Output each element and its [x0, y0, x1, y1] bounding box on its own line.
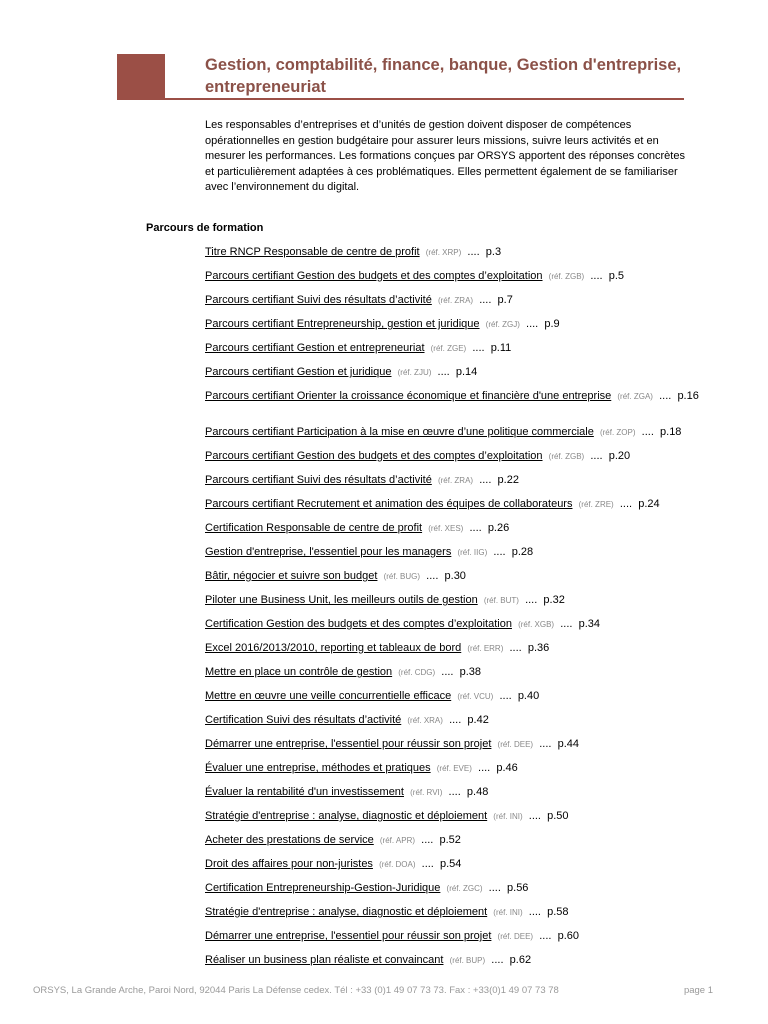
- course-reference: (réf. BUP): [449, 956, 486, 965]
- leader-dots: ....: [659, 390, 672, 402]
- course-list-item: [205, 318, 715, 342]
- leader-dots: ....: [499, 690, 512, 702]
- course-page-number: p.38: [459, 666, 482, 678]
- course-entry: [205, 366, 477, 379]
- course-reference: (réf. ERR): [467, 644, 504, 653]
- course-page-number: p.24: [638, 498, 660, 510]
- course-page-number: p.20: [608, 450, 631, 462]
- course-list-item: [205, 714, 715, 738]
- leader-dots: ....: [449, 714, 462, 726]
- course-link[interactable]: Bâtir, négocier et suivre son budget: [205, 570, 378, 582]
- course-list-item: [205, 738, 715, 762]
- course-link[interactable]: Évaluer la rentabilité d'un investissement: [205, 786, 404, 798]
- course-page-number: p.60: [557, 930, 579, 942]
- course-list-item: [205, 666, 715, 690]
- leader-dots: ....: [493, 546, 506, 558]
- course-reference: (réf. BUT): [483, 596, 519, 605]
- leader-dots: ....: [619, 498, 633, 510]
- course-page-number: p.3: [485, 246, 502, 258]
- course-entry: [205, 570, 466, 583]
- course-link[interactable]: Parcours certifiant Gestion des budgets et des comptes d’exploitation: [205, 270, 543, 282]
- course-list-item: [205, 594, 715, 618]
- course-page-number: p.14: [455, 366, 478, 378]
- footer-address: ORSYS, La Grande Arche, Paroi Nord, 92044 Paris La Défense cedex. Tél : +33 (0)1 49 07 73 73. Fax : +33(0)1 49 07 73 78: [33, 985, 559, 996]
- course-reference: (réf. RVI): [410, 788, 443, 797]
- course-page-number: p.36: [527, 642, 550, 654]
- course-link[interactable]: Acheter des prestations de service: [205, 834, 374, 846]
- course-entry: [205, 858, 461, 871]
- course-page-number: p.30: [444, 570, 466, 582]
- course-link[interactable]: Droit des affaires pour non-juristes: [205, 858, 373, 870]
- course-entry: [205, 342, 511, 355]
- course-page-number: p.11: [490, 342, 512, 354]
- course-page-number: p.40: [517, 690, 540, 702]
- course-list-item: [205, 618, 715, 642]
- course-reference: (réf. XGB): [518, 620, 555, 629]
- course-reference: (réf. XRA): [407, 716, 443, 725]
- course-entry: [205, 642, 549, 655]
- leader-dots: ....: [467, 246, 480, 258]
- course-link[interactable]: Parcours certifiant Suivi des résultats d’activité: [205, 294, 432, 306]
- course-page-number: p.42: [467, 714, 489, 726]
- course-entry: [205, 426, 681, 439]
- course-link[interactable]: Titre RNCP Responsable de centre de profit: [205, 246, 420, 258]
- course-reference: (réf. XRP): [425, 248, 462, 257]
- course-link[interactable]: Excel 2016/2013/2010, reporting et tableaux de bord: [205, 642, 462, 654]
- course-entry: [205, 906, 569, 919]
- course-page-number: p.48: [466, 786, 489, 798]
- course-page-number: p.5: [608, 270, 624, 282]
- course-entry: [205, 714, 489, 727]
- course-entry: [205, 546, 533, 559]
- course-list-item: [205, 390, 715, 426]
- course-entry: [205, 270, 624, 283]
- course-list-item: [205, 246, 715, 270]
- course-reference: (réf. ZGB): [548, 272, 585, 281]
- course-reference: (réf. DEE): [497, 932, 534, 941]
- leader-dots: ....: [525, 594, 538, 606]
- course-list-item: [205, 954, 715, 978]
- course-page-number: p.22: [497, 474, 519, 486]
- course-entry: [205, 450, 630, 463]
- course-entry: [205, 762, 518, 775]
- course-page-number: p.9: [544, 318, 560, 330]
- course-list-item: [205, 882, 715, 906]
- course-entry: [205, 882, 528, 895]
- course-page-number: p.52: [439, 834, 461, 846]
- course-list-item: [205, 450, 715, 474]
- course-link[interactable]: Démarrer une entreprise, l'essentiel pour réussir son projet: [205, 738, 492, 750]
- leader-dots: ....: [590, 270, 603, 282]
- course-list-item: [205, 270, 715, 294]
- course-entry: [205, 810, 569, 823]
- course-list-item: [205, 426, 715, 450]
- course-entry: [205, 522, 509, 535]
- leader-dots: ....: [472, 342, 485, 354]
- course-page-number: p.50: [547, 810, 569, 822]
- leader-dots: ....: [478, 762, 491, 774]
- course-link[interactable]: Démarrer une entreprise, l'essentiel pour réussir son projet: [205, 930, 492, 942]
- course-reference: (réf. ZGB): [548, 452, 585, 461]
- leader-dots: ....: [426, 570, 439, 582]
- course-entry: [205, 246, 501, 259]
- course-entry: [205, 666, 481, 679]
- course-list: [205, 246, 715, 978]
- course-page-number: p.62: [509, 954, 532, 966]
- course-entry: [205, 618, 600, 631]
- course-link[interactable]: Évaluer une entreprise, méthodes et pratiques: [205, 762, 431, 774]
- course-link[interactable]: Parcours certifiant Gestion et entrepreneuriat: [205, 342, 425, 354]
- course-link[interactable]: Gestion d'entreprise, l'essentiel pour les managers: [205, 546, 452, 558]
- course-reference: (réf. ZGC): [446, 884, 483, 893]
- course-list-item: [205, 858, 715, 882]
- section-title: Parcours de formation: [146, 222, 264, 234]
- leader-dots: ....: [509, 642, 522, 654]
- leader-dots: ....: [491, 954, 504, 966]
- course-reference: (réf. ZRE): [578, 500, 614, 509]
- course-reference: (réf. ZGE): [430, 344, 467, 353]
- course-entry: [205, 786, 488, 799]
- course-link[interactable]: Parcours certifiant Suivi des résultats d’activité: [205, 474, 432, 486]
- course-list-item: [205, 522, 715, 546]
- course-page-number: p.46: [496, 762, 518, 774]
- course-link[interactable]: Certification Responsable de centre de profit: [205, 522, 423, 534]
- course-entry: [205, 474, 519, 487]
- course-entry: [205, 690, 539, 703]
- course-link[interactable]: Parcours certifiant Entrepreneurship, gestion et juridique: [205, 318, 480, 330]
- course-page-number: p.54: [440, 858, 462, 870]
- intro-paragraph: Les responsables d’entreprises et d’unités de gestion doivent disposer de compétences opérationnelles en gestion budgétaire pour assurer leurs missions, suivre leurs activités et en mesurer les performances. Les formations conçues par ORSYS apportent des réponses concrètes et particulièrement adaptées à ces problématiques. Elles permettent également de se familiariser avec l’environnement du digital.: [205, 119, 685, 193]
- course-reference: (réf. INI): [493, 812, 523, 821]
- leader-dots: ....: [421, 834, 434, 846]
- course-link[interactable]: Parcours certifiant Recrutement et animation des équipes de collaborateurs: [205, 498, 573, 510]
- course-reference: (réf. CDG): [398, 668, 436, 677]
- course-entry: [205, 294, 513, 307]
- course-list-item: [205, 642, 715, 666]
- course-link[interactable]: Certification Gestion des budgets et des comptes d’exploitation: [205, 618, 512, 630]
- leader-dots: ....: [479, 294, 492, 306]
- course-page-number: p.26: [487, 522, 510, 534]
- course-page-number: p.28: [511, 546, 534, 558]
- course-page-number: p.56: [507, 882, 529, 894]
- course-reference: (réf. DOA): [379, 860, 416, 869]
- course-reference: (réf. ZRA): [437, 476, 474, 485]
- leader-dots: ....: [479, 474, 492, 486]
- course-list-item: [205, 546, 715, 570]
- course-entry: [205, 318, 560, 331]
- course-reference: (réf. BUG): [383, 572, 421, 581]
- course-link[interactable]: Parcours certifiant Gestion des budgets et des comptes d’exploitation: [205, 450, 543, 462]
- course-reference: (réf. EVE): [436, 764, 472, 773]
- course-reference: (réf. ZGJ): [485, 320, 520, 329]
- course-link[interactable]: Certification Entrepreneurship-Gestion-Juridique: [205, 882, 441, 894]
- leader-dots: ....: [448, 786, 461, 798]
- leader-dots: ....: [641, 426, 654, 438]
- leader-dots: ....: [488, 882, 501, 894]
- course-link[interactable]: Réaliser un business plan réaliste et convaincant: [205, 954, 444, 966]
- course-reference: (réf. ZOP): [599, 428, 636, 437]
- course-page-number: p.18: [660, 426, 682, 438]
- course-link[interactable]: Piloter une Business Unit, les meilleurs outils de gestion: [205, 594, 478, 606]
- course-page-number: p.58: [547, 906, 569, 918]
- course-entry: [205, 834, 461, 847]
- course-entry: [205, 390, 699, 403]
- leader-dots: ....: [560, 618, 573, 630]
- course-reference: (réf. ZRA): [437, 296, 474, 305]
- course-list-item: [205, 498, 715, 522]
- course-list-item: [205, 366, 715, 390]
- course-reference: (réf. INI): [493, 908, 523, 917]
- course-reference: (réf. ZJU): [397, 368, 432, 377]
- course-list-item: [205, 294, 715, 318]
- course-list-item: [205, 570, 715, 594]
- course-entry: [205, 954, 531, 967]
- leader-dots: ....: [528, 906, 541, 918]
- course-reference: (réf. IIG): [457, 548, 488, 557]
- course-list-item: [205, 786, 715, 810]
- course-page-number: p.7: [497, 294, 513, 306]
- course-link[interactable]: Mettre en œuvre une veille concurrentielle efficace: [205, 690, 452, 702]
- course-list-item: [205, 342, 715, 366]
- leader-dots: ....: [469, 522, 482, 534]
- course-entry: [205, 594, 565, 607]
- course-entry: [205, 930, 579, 943]
- course-link[interactable]: Stratégie d'entreprise : analyse, diagnostic et déploiement: [205, 810, 488, 822]
- leader-dots: ....: [441, 666, 454, 678]
- course-entry: [205, 498, 660, 511]
- leader-dots: ....: [528, 810, 541, 822]
- leader-dots: ....: [437, 366, 450, 378]
- leader-dots: ....: [590, 450, 603, 462]
- course-list-item: [205, 474, 715, 498]
- course-list-item: [205, 690, 715, 714]
- course-entry: [205, 738, 579, 751]
- course-reference: (réf. XES): [428, 524, 464, 533]
- course-link[interactable]: Mettre en place un contrôle de gestion: [205, 666, 393, 678]
- course-reference: (réf. ZGA): [617, 392, 653, 401]
- leader-dots: ....: [526, 318, 539, 330]
- course-page-number: p.34: [578, 618, 600, 630]
- course-link[interactable]: Parcours certifiant Orienter la croissance économique et financière d'une entreprise: [205, 390, 612, 402]
- course-page-number: p.32: [543, 594, 565, 606]
- course-link[interactable]: Parcours certifiant Gestion et juridique: [205, 366, 392, 378]
- leader-dots: ....: [421, 858, 434, 870]
- page-title: Gestion, comptabilité, finance, banque, Gestion d'entreprise, entrepreneuriat: [205, 56, 682, 96]
- course-link[interactable]: Certification Suivi des résultats d’activité: [205, 714, 402, 726]
- course-list-item: [205, 930, 715, 954]
- header-accent-block: [117, 54, 165, 99]
- course-list-item: [205, 762, 715, 786]
- header-rule: [117, 98, 684, 100]
- course-link[interactable]: Stratégie d'entreprise : analyse, diagnostic et déploiement: [205, 906, 488, 918]
- course-page-number: p.44: [557, 738, 579, 750]
- course-reference: (réf. VCU): [457, 692, 494, 701]
- leader-dots: ....: [539, 930, 552, 942]
- course-list-item: [205, 810, 715, 834]
- leader-dots: ....: [539, 738, 552, 750]
- footer: [33, 985, 713, 996]
- footer-page-number: page 1: [683, 985, 713, 996]
- course-page-number: p.16: [677, 390, 699, 402]
- course-list-item: [205, 906, 715, 930]
- course-reference: (réf. APR): [379, 836, 416, 845]
- course-link[interactable]: Parcours certifiant Participation à la mise en œuvre d’une politique commerciale: [205, 426, 594, 438]
- course-list-item: [205, 834, 715, 858]
- course-reference: (réf. DEE): [497, 740, 534, 749]
